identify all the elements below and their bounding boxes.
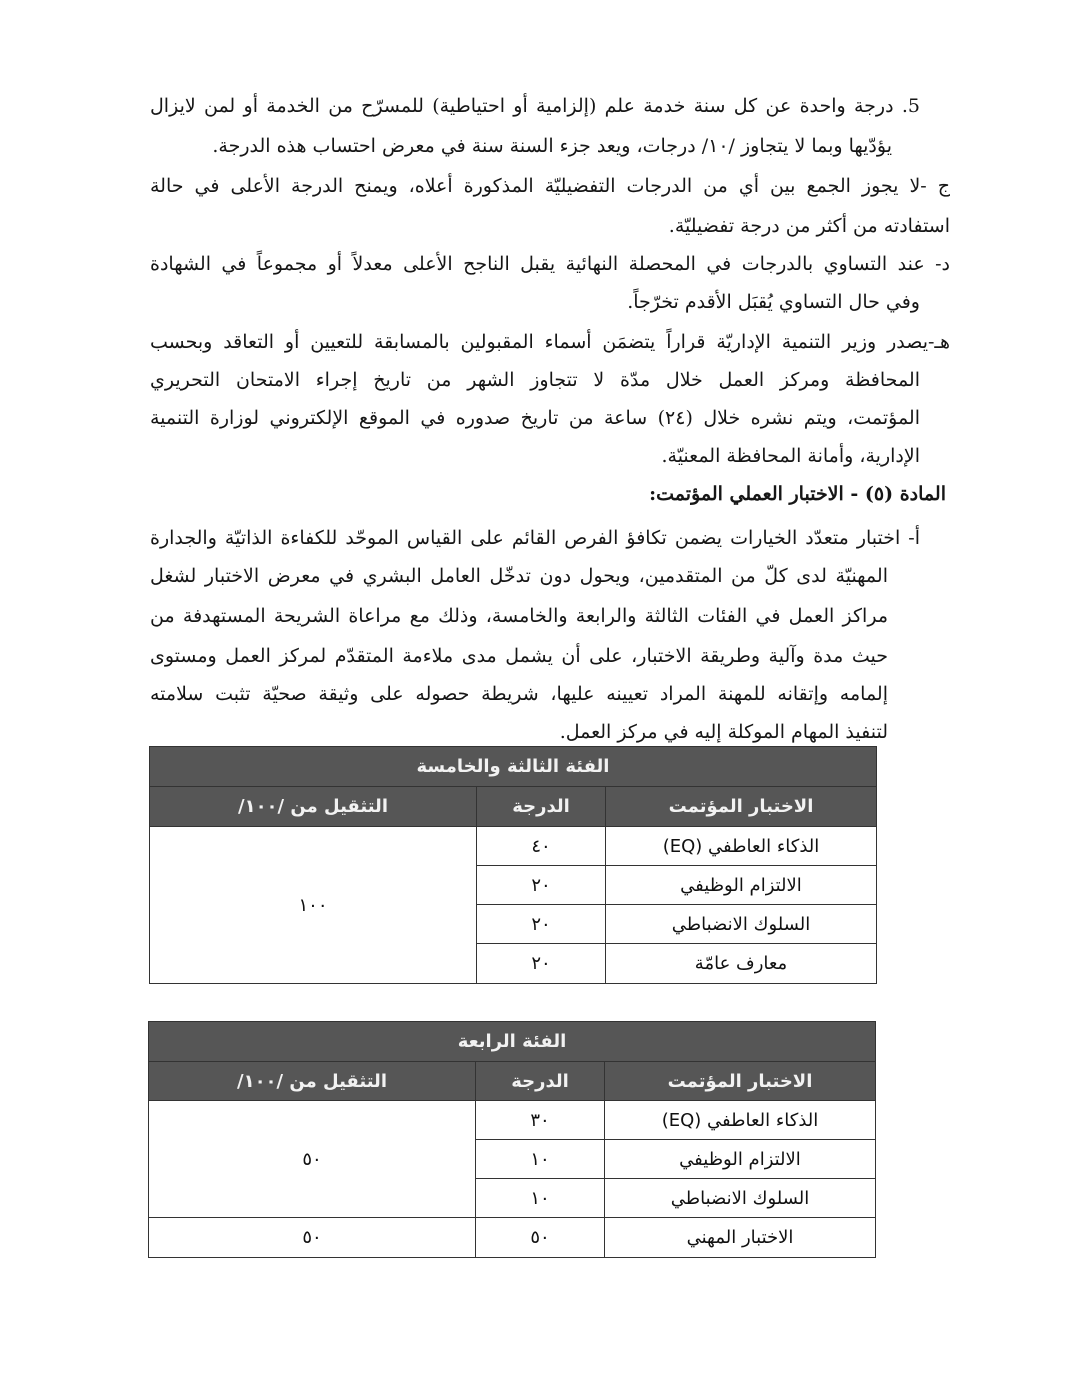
column-header-test: الاختبار المؤتمت bbox=[606, 787, 877, 827]
column-header-test: الاختبار المؤتمت bbox=[605, 1062, 876, 1101]
test-name: الالتزام الوظيفي bbox=[605, 1140, 876, 1179]
article-heading: المادة (٥) - الاختبار العملي المؤتمت: bbox=[649, 483, 946, 505]
paragraph-line: د- عند التساوي بالدرجات في المحصلة النهائية يقبل الناجح الأعلى معدلاً أو مجموعاً في الشهادة bbox=[150, 253, 950, 275]
test-degree: ٢٠ bbox=[477, 905, 606, 944]
weight-value: ٥٠ bbox=[149, 1101, 476, 1218]
test-degree: ٣٠ bbox=[476, 1101, 605, 1140]
test-degree: ١٠ bbox=[476, 1179, 605, 1218]
test-name: السلوك الانضباطي bbox=[606, 905, 877, 944]
column-header-degree: الدرجة bbox=[476, 1062, 605, 1101]
column-header-degree: الدرجة bbox=[477, 787, 606, 827]
table-row bbox=[149, 1101, 876, 1140]
paragraph-line: حيث مدة وآلية وطريقة الاختبار، على أن يشمل مدى ملاءمة المتقدّم لمركز العمل ومستوى bbox=[150, 645, 888, 667]
paragraph-line: أ- اختبار متعدّد الخيارات يضمن تكافؤ الفرص القائم على القياس الموحّد للكفاءة الذاتيّة والجدارة bbox=[150, 527, 920, 549]
paragraph-line: هـ-يصدر وزير التنمية الإداريّة قراراً يتضمَن أسماء المقبولين بالمسابقة للتعيين أو التعاقد وبحسب bbox=[150, 331, 950, 353]
weight-value: ١٠٠ bbox=[150, 827, 477, 984]
test-degree: ٢٠ bbox=[477, 866, 606, 905]
test-degree: ٢٠ bbox=[477, 944, 606, 984]
test-name: السلوك الانضباطي bbox=[605, 1179, 876, 1218]
paragraph-line: وفي حال التساوي يُقبَل الأقدم تخرّجاً. bbox=[627, 291, 920, 313]
column-header-weight: التثقيل من /١٠٠/ bbox=[150, 787, 477, 827]
paragraph-line: 5. درجة واحدة عن كل سنة خدمة علم (إلزامية أو احتياطية) للمسرّح من الخدمة أو لمن لايزال bbox=[150, 95, 920, 117]
paragraph-line: يؤدّيها وبما لا يتجاوز /١٠/ درجات، ويعد جزء السنة سنة في معرض احتساب هذه الدرجة. bbox=[212, 135, 892, 157]
test-name: الذكاء العاطفي (EQ) bbox=[605, 1101, 876, 1140]
paragraph-line: المهنيّة لدى كلّ من المتقدمين، ويحول دون تدخّل العامل البشري في معرض الاختبار لشغل bbox=[150, 565, 888, 587]
test-degree: ١٠ bbox=[476, 1140, 605, 1179]
test-degree: ٥٠ bbox=[476, 1218, 605, 1258]
paragraph-line: المؤتمت، ويتم نشره خلال (٢٤) ساعة من تاريخ صدوره في الموقع الإلكتروني لوزارة التنمية bbox=[150, 407, 920, 429]
test-degree: ٤٠ bbox=[477, 827, 606, 866]
weight-value: ٥٠ bbox=[149, 1218, 476, 1258]
column-header-weight: التثقيل من /١٠٠/ bbox=[149, 1062, 476, 1101]
test-name: الذكاء العاطفي (EQ) bbox=[606, 827, 877, 866]
test-name: الاختبار المهني bbox=[605, 1218, 876, 1258]
table-row bbox=[150, 827, 877, 866]
paragraph-line: المحافظة ومركز العمل خلال مدّة لا تتجاوز الشهر من تاريخ إجراء الامتحان التحريري bbox=[150, 369, 920, 391]
test-name: معارف عامّة bbox=[606, 944, 877, 984]
paragraph-line: استفادته من أكثر من درجة تفضيليّة. bbox=[668, 215, 950, 237]
paragraph-line: مراكز العمل في الفئات الثالثة والرابعة والخامسة، وذلك مع مراعاة الشريحة المستهدفة من bbox=[150, 605, 888, 627]
paragraph-line: الإدارية، وأمانة المحافظة المعنيّة. bbox=[661, 445, 920, 467]
test-name: الالتزام الوظيفي bbox=[606, 866, 877, 905]
table-row bbox=[149, 1218, 876, 1258]
table-title: الفئة الرابعة bbox=[149, 1022, 876, 1062]
table-title: الفئة الثالثة والخامسة bbox=[150, 747, 877, 787]
paragraph-line: لتنفيذ المهام الموكلة إليه في مركز العمل. bbox=[559, 721, 888, 743]
paragraph-line: ج -لا يجوز الجمع بين أي من الدرجات التفضيليّة المذكورة أعلاه، ويمنح الدرجة الأعلى في حالة bbox=[150, 175, 950, 197]
grading-table-category-3-5 bbox=[149, 746, 877, 984]
paragraph-line: إلمامه وإتقانه للمهنة المراد تعيينه عليها، شريطة حصوله على وثيقة صحيّة تثبت سلامته bbox=[150, 683, 888, 705]
grading-table-category-4 bbox=[148, 1021, 876, 1258]
